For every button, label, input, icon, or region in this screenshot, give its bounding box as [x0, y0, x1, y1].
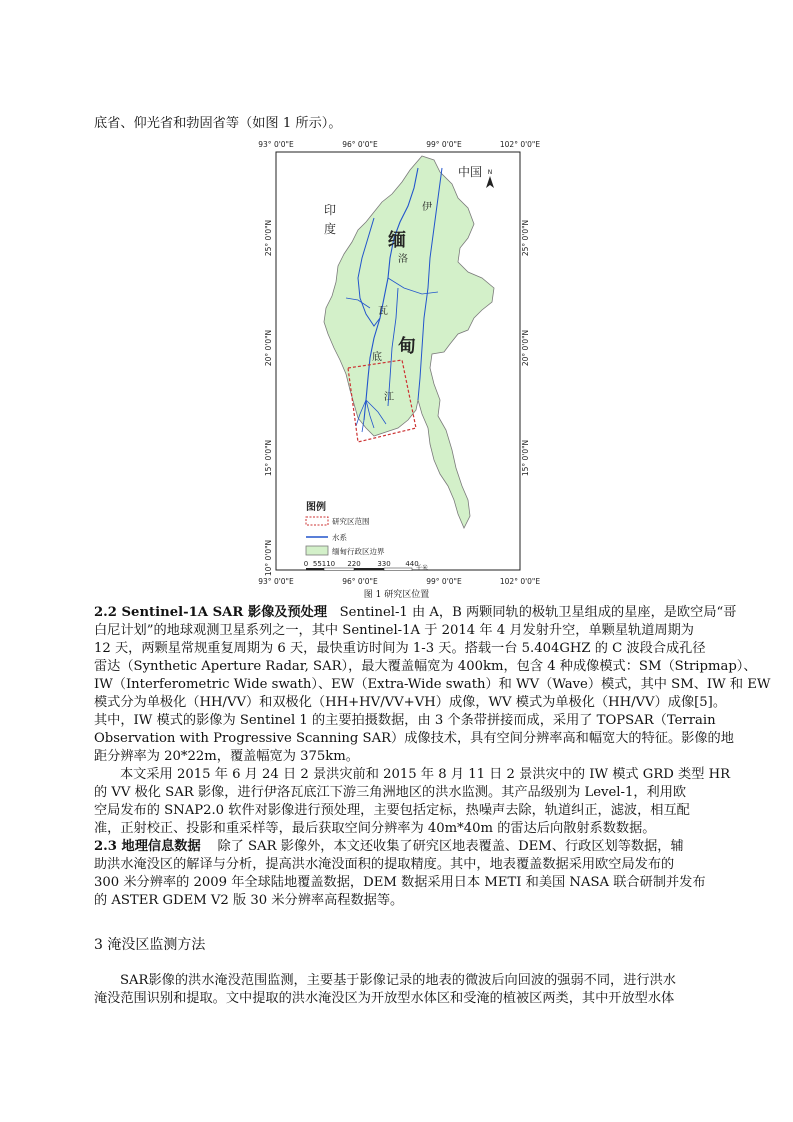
scale-tick-0: 0: [303, 560, 309, 568]
section-22-line-7: Observation with Progressive Scanning SAR）成像技术，具有空间分辨率高和幅宽大的特征。影像的地: [94, 731, 734, 746]
lat-tick-left-20: 20° 0'0"N: [264, 329, 273, 367]
study-area-map: [258, 138, 541, 588]
label-myanmar-1: 缅: [388, 230, 406, 251]
lat-tick-right-15: 15° 0'0"N: [521, 439, 530, 477]
lon-tick-top-102: 102° 0'0"E: [499, 140, 541, 149]
label-river-3: 瓦: [378, 306, 388, 317]
label-river-1: 伊: [422, 202, 432, 213]
section-3-line-0: SAR影像的洪水淹没范围监测，主要基于影像记录的地表的微波后向回波的强弱不同，进行洪水: [120, 973, 676, 988]
label-river-4: 底: [372, 352, 382, 363]
lon-tick-bottom-93: 93° 0'0"E: [258, 577, 294, 586]
lon-tick-top-99: 99° 0'0"E: [426, 140, 462, 149]
section-22-para2-line-2: 空局发布的 SNAP2.0 软件对影像进行预处理，主要包括定标，热噪声去除，轨道纠正，滤波，相互配: [94, 803, 690, 818]
section-23-line-0: 除了 SAR 影像外，本文还收集了研究区地表覆盖、DEM、行政区划等数据，辅: [217, 839, 684, 854]
lat-tick-left-15: 15° 0'0"N: [264, 439, 273, 477]
scale-tick-3: 330: [377, 560, 391, 568]
section-22-first-line: [94, 604, 736, 622]
legend-boundary-label: 缅甸行政区边界: [332, 547, 385, 556]
section-22-heading: 2.2 Sentinel-1A SAR 影像及预处理: [94, 605, 328, 620]
lat-tick-right-25: 25° 0'0"N: [521, 219, 530, 257]
section-22-line-2: 12 天，两颗星常规重复周期为 6 天，最快重访时间为 1-3 天。搭载一台 5.404GHZ 的 C 波段合成孔径: [94, 641, 706, 656]
section-22-para2-line-3: 准，正射校正、投影和重采样等，最后获取空间分辨率为 40m*40m 的雷达后向散射系数数据。: [94, 821, 656, 836]
section-3-heading: 3 淹没区监测方法: [94, 937, 206, 953]
scale-unit: 千米: [416, 565, 429, 572]
intro-line: 底省、仰光省和勃固省等（如图 1 所示）。: [94, 116, 342, 131]
lat-tick-right-20: 20° 0'0"N: [521, 329, 530, 367]
scale-bar-segment-4: [384, 568, 412, 571]
section-23-line-3: 的 ASTER GDEM V2 版 30 米分辨率高程数据等。: [94, 893, 404, 908]
label-india-1: 印: [324, 203, 337, 217]
scale-bar-segment-3: [354, 568, 384, 571]
section-23-line-1: 助洪水淹没区的解译与分析，提高洪水淹没面积的提取精度。其中，地表覆盖数据采用欧空局发布的: [94, 857, 675, 872]
scale-bar-segment-1: [306, 568, 324, 571]
section-22-line-0: Sentinel-1 由 A，B 两颗同轨的极轨卫星组成的星座，是欧空局“哥: [339, 605, 737, 620]
section-22-line-5: 模式分为单极化（HH/VV）和双极化（HH+HV/VV+VH）成像，WV 模式为单极化（HH/VV）成像[5]。: [94, 695, 727, 710]
label-india-2: 度: [324, 222, 337, 236]
north-label: N: [487, 169, 493, 176]
label-river-5: 江: [384, 392, 394, 403]
legend-river-label: 水系: [332, 533, 347, 542]
section-23-first-line: [94, 838, 684, 856]
scale-tick-1: 55110: [312, 560, 336, 568]
scale-tick-4: 440: [405, 560, 419, 568]
section-22-para2-line-1: 的 VV 极化 SAR 影像，进行伊洛瓦底江下游三角洲地区的洪水监测。其产品级别为 Level-1，利用欧: [94, 785, 687, 800]
section-22-para2-line-0: 本文采用 2015 年 6 月 24 日 2 景洪灾前和 2015 年 8 月 11 日 2 景洪灾中的 IW 模式 GRD 类型 HR: [120, 767, 731, 782]
figure-caption: 图 1 研究区位置: [363, 590, 430, 600]
legend-study-area-label: 研究区范围: [332, 517, 370, 526]
section-22-line-1: 白尼计划”的地球观测卫星系列之一，其中 Sentinel-1A 于 2014 年 4 月发射升空，单颗星轨道周期为: [94, 623, 694, 638]
section-22-line-4: IW（Interferometric Wide swath）、EW（Extra-Wide swath）和 WV（Wave）模式，其中 SM、IW 和 EW: [94, 677, 771, 692]
scale-tick-2: 220: [347, 560, 361, 568]
lon-tick-top-93: 93° 0'0"E: [258, 140, 294, 149]
section-22-line-6: 其中，IW 模式的影像为 Sentinel 1 的主要拍摄数据，由 3 个条带拼接而成，采用了 TOPSAR（Terrain: [94, 713, 716, 728]
section-22-line-8: 距分辨率为 20*22m，覆盖幅宽为 375km。: [94, 749, 359, 764]
lon-tick-bottom-96: 96° 0'0"E: [342, 577, 378, 586]
lon-tick-top-96: 96° 0'0"E: [342, 140, 378, 149]
lon-tick-bottom-99: 99° 0'0"E: [426, 577, 462, 586]
section-23-line-2: 300 米分辨率的 2009 年全球陆地覆盖数据，DEM 数据采用日本 METI 和美国 NASA 联合研制并发布: [94, 875, 706, 890]
section-23-heading: 2.3 地理信息数据: [94, 839, 201, 854]
lat-tick-left-25: 25° 0'0"N: [264, 219, 273, 257]
lon-tick-bottom-102: 102° 0'0"E: [499, 577, 541, 586]
section-3-line-1: 淹没范围识别和提取。文中提取的洪水淹没区为开放型水体区和受淹的植被区两类，其中开放型水体: [94, 991, 675, 1006]
legend-title: 图例: [306, 502, 326, 513]
label-china: 中国: [458, 165, 483, 179]
label-river-2: 洛: [398, 254, 408, 265]
label-myanmar-2: 甸: [398, 336, 416, 357]
lat-tick-left-10: 10° 0'0"N: [264, 539, 273, 577]
section-22-line-3: 雷达（Synthetic Aperture Radar, SAR），最大覆盖幅宽为 400km，包含 4 种成像模式：SM（Stripmap）、: [94, 659, 757, 674]
scale-bar-segment-2: [324, 568, 354, 571]
legend-boundary-swatch: [306, 546, 328, 555]
